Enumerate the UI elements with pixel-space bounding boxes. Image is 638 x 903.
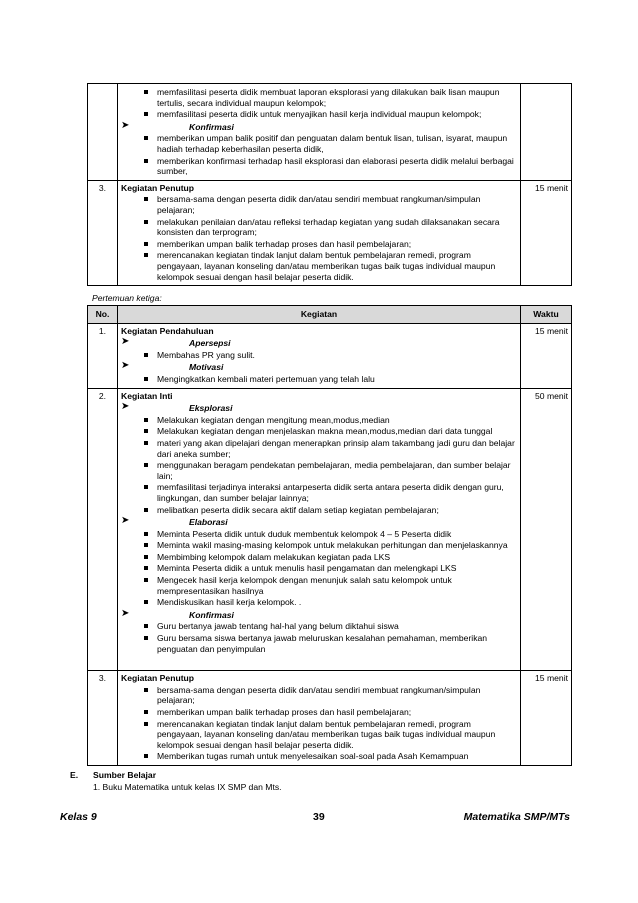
- eksplorasi-heading: ➤ Eksplorasi: [121, 401, 233, 414]
- list-item: Mendiskusikan hasil kerja kelompok. .: [157, 597, 517, 608]
- item-list: [121, 194, 517, 282]
- arrow-bullet-icon: ➤: [121, 360, 130, 372]
- item-list: [121, 350, 517, 361]
- list-item: Meminta Peserta didik untuk duduk membentuk kelompok 4 – 5 Peserta didik: [157, 529, 517, 540]
- motivasi-heading: ➤ Motivasi: [121, 360, 224, 373]
- activity-table: [87, 305, 572, 766]
- duration: 15 menit: [521, 671, 572, 766]
- arrow-bullet-icon: ➤: [121, 336, 130, 348]
- header-waktu: Waktu: [521, 306, 572, 324]
- konfirmasi-heading: ➤ Konfirmasi: [121, 607, 234, 620]
- source-item: 1. Buku Matematika untuk kelas IX SMP dan Mts.: [93, 782, 282, 792]
- duration: 50 menit: [521, 388, 572, 671]
- footer-class: Kelas 9: [60, 811, 97, 823]
- penutup-cell: [118, 671, 521, 766]
- section-heading: Sumber Belajar: [93, 770, 157, 780]
- list-item: Mengecek hasil kerja kelompok dengan menunjuk salah satu kelompok untuk mempresentasikan hasilnya: [157, 575, 517, 596]
- list-item: merencanakan kegiatan tindak lanjut dalam bentuk pembelajaran remedi, program pengayaan, layanan konseling dan/atau memberikan tugas baik tugas individual maupun kelompok sesuai dengan hasil belajar peserta didik.: [157, 250, 517, 282]
- table-row: [88, 180, 572, 285]
- konfirmasi-heading: ➤ Konfirmasi: [121, 119, 234, 132]
- header-no: No.: [88, 306, 118, 324]
- table-header-row: [88, 306, 572, 324]
- list-item: memberikan umpan balik positif dan penguatan dalam bentuk lisan, tulisan, isyarat, maupun hadiah terhadap keberhasilan peserta didik,: [157, 133, 517, 154]
- list-item: Melakukan kegiatan dengan menjelaskan makna mean,modus,median dari data tunggal: [157, 426, 517, 437]
- duration: 15 menit: [521, 323, 572, 388]
- list-item: bersama-sama dengan peserta didik dan/atau sendiri membuat rangkuman/simpulan pelajaran;: [157, 194, 517, 215]
- list-item: memfasilitasi peserta didik membuat laporan eksplorasi yang dilakukan baik lisan maupun tertulis, secara individual maupun kelompok;: [157, 87, 517, 108]
- item-list: [121, 621, 517, 654]
- duration: 15 menit: [521, 180, 572, 285]
- list-item: merencanakan kegiatan tindak lanjut dalam bentuk pembelajaran remedi, program pengayaan, layanan konseling dan/atau memberikan tugas baik tugas individual maupun kelompok sesuai dengan hasil belajar peserta didik.: [157, 719, 517, 751]
- list-item: bersama-sama dengan peserta didik dan/atau sendiri membuat rangkuman/simpulan pelajaran;: [157, 685, 517, 706]
- list-item: melibatkan peserta didik secara aktif dalam setiap kegiatan pembelajaran;: [157, 505, 517, 516]
- section-title: Kegiatan Penutup: [121, 182, 195, 193]
- section-title: Kegiatan Inti: [121, 390, 173, 401]
- item-list: [121, 374, 517, 385]
- list-item: menggunakan beragam pendekatan pembelajaran, media pembelajaran, dan sumber belajar lain;: [157, 460, 517, 481]
- table-row: [88, 671, 572, 766]
- list-item: Guru bertanya jawab tentang hal-hal yang belum diktahui siswa: [157, 621, 517, 632]
- arrow-bullet-icon: ➤: [121, 401, 130, 413]
- elaborasi-heading: ➤ Elaborasi: [121, 515, 228, 528]
- list-item: melakukan penilaian dan/atau refleksi terhadap kegiatan yang sudah dilaksanakan secara konsisten dan terprogram;: [157, 217, 517, 238]
- apersepsi-heading: ➤ Apersepsi: [121, 336, 231, 349]
- page-number: 39: [313, 811, 325, 823]
- table-row: [88, 84, 572, 181]
- item-list: [121, 87, 517, 120]
- activity-table-continued: [87, 83, 572, 286]
- row-number: 2.: [88, 388, 118, 671]
- row-number: 1.: [88, 323, 118, 388]
- item-list: [121, 415, 517, 515]
- list-item: Meminta wakil masing-masing kelompok untuk melakukan perhitungan dan menjelaskannya: [157, 540, 517, 551]
- list-item: materi yang akan dipelajari dengan menerapkan prinsip alam takambang jadi guru dan belajar dari aneka sumber;: [157, 438, 517, 459]
- list-item: Membahas PR yang sulit.: [157, 350, 517, 361]
- table-row: [88, 388, 572, 671]
- pendahuluan-cell: [118, 323, 521, 388]
- list-item: memfasilitasi terjadinya interaksi antarpeserta didik serta antara peserta didik dengan guru, lingkungan, dan sumber belajar lainnya;: [157, 482, 517, 503]
- inti-cell: [118, 388, 521, 671]
- arrow-bullet-icon: ➤: [121, 515, 130, 527]
- item-list: [121, 133, 517, 176]
- list-item: Membimbing kelompok dalam melakukan kegiatan pada LKS: [157, 552, 517, 563]
- continued-activity-cell: [118, 84, 521, 181]
- section-title: Kegiatan Penutup: [121, 673, 195, 684]
- table-row: [88, 323, 572, 388]
- item-list: [121, 529, 517, 608]
- arrow-bullet-icon: ➤: [121, 607, 130, 619]
- footer-subject: Matematika SMP/MTs: [463, 811, 570, 823]
- row-number: 3.: [88, 671, 118, 766]
- header-kegiatan: Kegiatan: [118, 306, 521, 324]
- section-letter: E.: [70, 770, 79, 780]
- list-item: memfasilitasi peserta didik untuk menyajikan hasil kerja individual maupun kelompok;: [157, 109, 517, 120]
- section-title: Kegiatan Pendahuluan: [121, 325, 214, 336]
- list-item: memberikan umpan balik terhadap proses dan hasil pembelajaran;: [157, 239, 517, 250]
- penutup-cell: [118, 180, 521, 285]
- list-item: Mengingkatkan kembali materi pertemuan yang telah lalu: [157, 374, 517, 385]
- row-number: 3.: [88, 180, 118, 285]
- meeting-label: Pertemuan ketiga:: [92, 293, 162, 303]
- list-item: Memberikan tugas rumah untuk menyelesaikan soal-soal pada Asah Kemampuan: [157, 751, 517, 762]
- list-item: Meminta Peserta didik a untuk menulis hasil pengamatan dan melengkapi LKS: [157, 563, 517, 574]
- list-item: memberikan umpan balik terhadap proses dan hasil pembelajaran;: [157, 707, 517, 718]
- list-item: Guru bersama siswa bertanya jawab meluruskan kesalahan pemahaman, memberikan penguatan dan penyimpulan: [157, 633, 517, 654]
- item-list: [121, 685, 517, 762]
- list-item: Melakukan kegiatan dengan mengitung mean,modus,median: [157, 415, 517, 426]
- arrow-bullet-icon: ➤: [121, 119, 130, 131]
- list-item: memberikan konfirmasi terhadap hasil eksplorasi dan elaborasi peserta didik melalui berbagai sumber,: [157, 156, 517, 177]
